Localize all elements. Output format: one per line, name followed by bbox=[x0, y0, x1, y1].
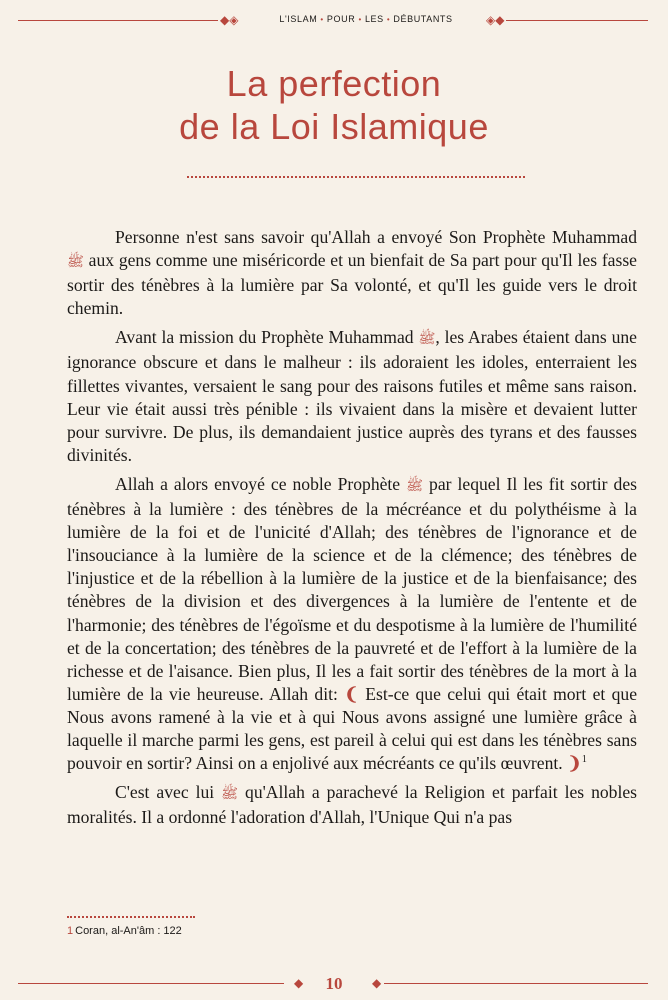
paragraph-text: aux gens comme une miséricorde et un bienfait de Sa part pour qu'Il les fasse sortir des ténèbres à la lumière par Sa volonté, et qu'Il les guide vers le droit chemin. bbox=[67, 250, 637, 319]
ornament-icon: ◆ bbox=[294, 976, 304, 990]
quote-open-bracket-icon: ❨ bbox=[344, 683, 359, 704]
paragraph-text: , les Arabes étaient dans une ignorance obscure et dans le malheur : ils adoraient les idoles, enterraient les fillettes vivantes, versaient le sang pour des raisons futiles et même sans raison. Leur vie était aussi très pénible : ils vivaient dans la misère et devaient lutter pour survivre. De plus, ils demandaient justice auprès des tyrans et des fausses divinités. bbox=[67, 327, 637, 465]
running-head-word: POUR bbox=[326, 14, 356, 24]
running-head bbox=[250, 14, 482, 24]
footnote-dotted-rule bbox=[67, 916, 195, 918]
footer-rule-right bbox=[384, 983, 648, 984]
paragraph bbox=[67, 781, 637, 829]
quote-close-bracket-icon: ❩ bbox=[567, 753, 582, 774]
page-footer bbox=[18, 972, 650, 996]
running-head-word: LES bbox=[364, 14, 384, 24]
separator-dot: • bbox=[386, 15, 391, 24]
honorific-icon: ﷺ bbox=[221, 787, 239, 803]
honorific-icon: ﷺ bbox=[406, 478, 424, 494]
header-rule-left bbox=[18, 20, 218, 21]
running-head-word: L'ISLAM bbox=[279, 14, 318, 24]
page-number: 10 bbox=[325, 974, 343, 993]
footnote-text: Coran, al-An'âm : 122 bbox=[75, 925, 182, 937]
paragraph-text: Allah a alors envoyé ce noble Prophète bbox=[115, 473, 401, 494]
ornament-icon: ◆◈ bbox=[220, 13, 239, 27]
paragraph-text: Personne n'est sans savoir qu'Allah a envoyé Son Prophète Muhammad bbox=[115, 227, 637, 247]
paragraph-text: Avant la mission du Prophète Muhammad bbox=[115, 327, 414, 348]
paragraph bbox=[67, 226, 637, 320]
paragraph bbox=[67, 326, 637, 467]
footer-rule-left bbox=[18, 983, 284, 984]
paragraph bbox=[67, 473, 637, 775]
paragraph-text: par lequel Il les fit sortir des ténèbres à la lumière : des ténèbres de la mécréance et du polythéisme à la lumière de la foi et de l'unicité d'Allah; des ténèbres de l'ignorance et de l'insouciance à la lumière de la science et de la clémence; des ténèbres de l'injustice et de la rébellion à la lumière de la justice et de la bienfaisance; des ténèbres de la division et des divergences à la lumière de l'entente et de l'harmonie; des ténèbres de l'égoïsme et du despotisme à la lumière de l'humilité et de la concertation; des ténèbres de la pauvreté et de l'effort à la lumière de la richesse et de l'aisance. Bien plus, Il les a fait sortir des ténèbres de la mort à la lumière de la vie heureuse. Allah dit: bbox=[67, 473, 637, 704]
header-rule-right bbox=[506, 20, 648, 21]
separator-dot: • bbox=[358, 15, 362, 24]
honorific-icon: ﷺ bbox=[418, 332, 436, 348]
footnote-number: 1 bbox=[67, 925, 74, 937]
title-line-2: de la Loi Islamique bbox=[179, 106, 489, 147]
honorific-icon: ﷺ bbox=[67, 255, 84, 271]
paragraph-text: qu'Allah a parachevé la Religion et parfait les nobles moralités. Il a ordonné l'adoration d'Allah, l'Unique Qui n'a pas bbox=[67, 782, 638, 828]
paragraph-text: C'est avec lui bbox=[115, 782, 215, 803]
title-dotted-rule bbox=[187, 176, 525, 178]
footnote bbox=[67, 925, 182, 937]
page-header bbox=[18, 12, 650, 38]
ornament-icon: ◈◆ bbox=[486, 13, 505, 27]
body-text bbox=[67, 226, 637, 835]
separator-dot: • bbox=[320, 15, 324, 24]
running-head-word: DÉBUTANTS bbox=[393, 14, 453, 24]
quran-quote: Est-ce que celui qui était mort et que Nous avons ramené à la vie et à qui Nous avons assigné une lumière grâce à laquelle il marche parmi les gens, est pareil à celui qui est dans les ténèbres sans pouvoir en sortir? Ainsi on a enjolivé aux mécréants ce qu'ils œuvrent. bbox=[67, 683, 638, 774]
footnote-reference[interactable]: 1 bbox=[581, 754, 587, 766]
ornament-icon: ◆ bbox=[372, 976, 382, 990]
chapter-title bbox=[0, 62, 668, 148]
title-line-1: La perfection bbox=[226, 63, 442, 104]
